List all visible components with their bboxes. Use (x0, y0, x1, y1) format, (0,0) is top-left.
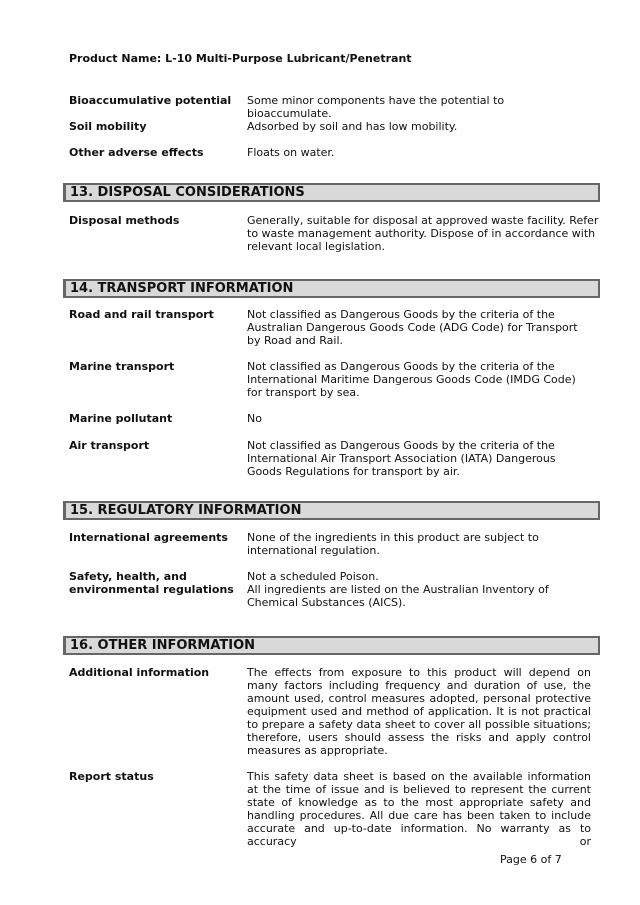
label-line: environmental regulations (69, 583, 234, 596)
field-label: Marine pollutant (69, 412, 173, 425)
field-value (247, 360, 591, 399)
field-label (69, 570, 244, 596)
value-line: Not a scheduled Poison. (247, 570, 379, 583)
value-line: international regulation. (247, 544, 380, 557)
field-label: Air transport (69, 439, 150, 452)
value-line: Not classified as Dangerous Goods by the criteria of the (247, 439, 555, 452)
value-line: by Road and Rail. (247, 334, 344, 347)
field-value (247, 439, 591, 478)
value-line: Australian Dangerous Goods Code (ADG Code) for Transport (247, 321, 578, 334)
label-line: Safety, health, and (69, 570, 187, 583)
field-value: Some minor components have the potential to bioaccumulate. (247, 94, 505, 120)
field-value: This safety data sheet is based on the available information at the time of issue and is believed to represent the current state of knowledge as to the most appropriate safety and handling procedures. All due care has been taken to include accurate and up-to-date information. No warranty as to accuracy or (247, 770, 591, 848)
field-value (247, 214, 599, 253)
section-header-regulatory: 15. REGULATORY INFORMATION (63, 501, 600, 520)
value-line: Not classified as Dangerous Goods by the criteria of the (247, 308, 555, 321)
value-line: International Maritime Dangerous Goods Code (IMDG Code) (247, 373, 576, 386)
value-line: to waste management authority. Dispose of in accordance with (247, 227, 596, 240)
field-value: The effects from exposure to this product will depend on many factors including frequency and duration of use, the amount used, control measures adopted, personal protective equipment used and method of application. It is not practical to prepare a safety data sheet to cover all possible situations; therefore, users should assess the risks and apply control measures as appropriate. (247, 666, 591, 757)
field-value: Adsorbed by soil and has low mobility. (247, 120, 458, 133)
field-label: International agreements (69, 531, 228, 544)
value-line: None of the ingredients in this product are subject to (247, 531, 539, 544)
field-value (247, 570, 591, 609)
value-line: relevant local legislation. (247, 240, 385, 253)
field-label: Soil mobility (69, 120, 147, 133)
section-header-other: 16. OTHER INFORMATION (63, 636, 600, 655)
field-label: Marine transport (69, 360, 175, 373)
value-line: Generally, suitable for disposal at approved waste facility. Refer (247, 214, 599, 227)
value-line: All ingredients are listed on the Australian Inventory of (247, 583, 549, 596)
field-label: Other adverse effects (69, 146, 204, 159)
field-value (247, 308, 591, 347)
value-line: International Air Transport Association (IATA) Dangerous (247, 452, 556, 465)
value-line: Not classified as Dangerous Goods by the criteria of the (247, 360, 555, 373)
section-header-disposal: 13. DISPOSAL CONSIDERATIONS (63, 183, 600, 202)
value-line: Goods Regulations for transport by air. (247, 465, 460, 478)
field-label: Road and rail transport (69, 308, 214, 321)
field-value (247, 531, 591, 557)
field-label: Bioaccumulative potential (69, 94, 232, 107)
field-label: Additional information (69, 666, 210, 679)
section-header-transport: 14. TRANSPORT INFORMATION (63, 279, 600, 298)
page-number: Page 6 of 7 (500, 853, 562, 866)
field-label: Disposal methods (69, 214, 180, 227)
value-line: No (247, 412, 262, 425)
value-line: Chemical Substances (AICS). (247, 596, 406, 609)
field-value: Floats on water. (247, 146, 335, 159)
product-name: Product Name: L-10 Multi-Purpose Lubricant/Penetrant (69, 52, 412, 65)
field-value (247, 412, 591, 425)
field-label: Report status (69, 770, 154, 783)
value-line: for transport by sea. (247, 386, 360, 399)
